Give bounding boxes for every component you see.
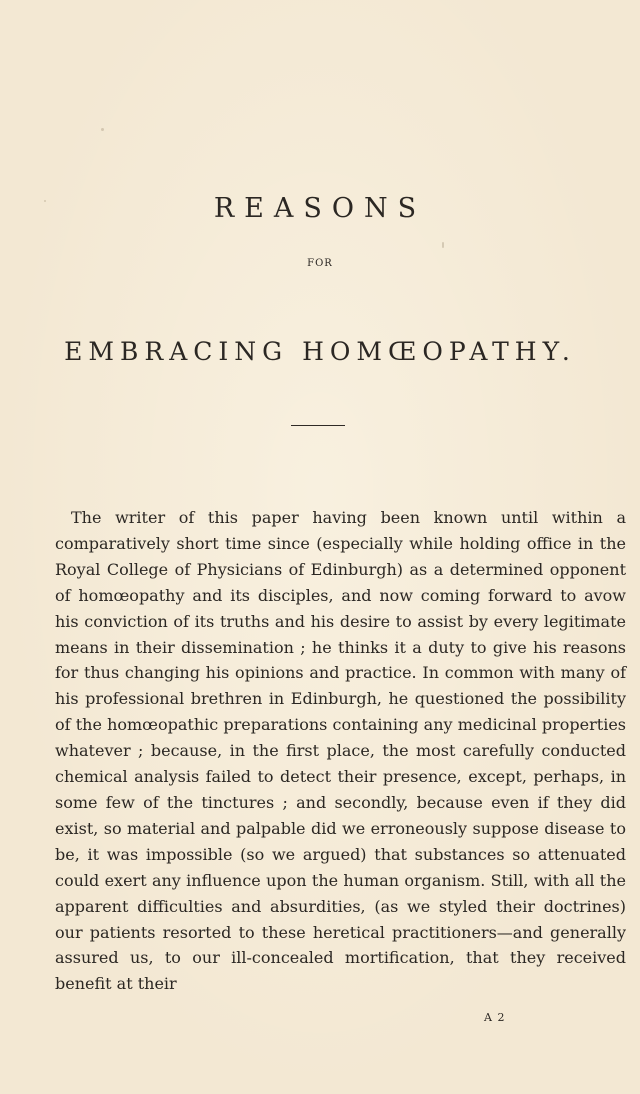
paper-speck (442, 242, 444, 248)
signature-mark: A 2 (484, 1011, 506, 1024)
body-text-block (55, 505, 626, 997)
body-paragraph: The writer of this paper having been known until within a comparatively short time since (especially while holding office in the Royal College of Physicians of Edinburgh) as a determined opponent of homœopathy and its disciples, and now coming forward to avow his conviction of its truths and his desire to assist by every legitimate means in their dissemination ; he thinks it a duty to give his reasons for thus changing his opinions and practice. In common with many of his professional brethren in Edinburgh, he questioned the possibility of the homœopathic preparations containing any medicinal properties whatever ; because, in the first place, the most carefully conducted chemical analysis failed to detect their presence, except, perhaps, in some few of the tinctures ; and secondly, because even if they did exist, so material and palpable did we erroneously suppose disease to be, it was impossible (so we argued) that substances so attenuated could exert any influence upon the human organism. Still, with all the apparent difficulties and absurdities, (as we styled their doctrines) our patients resorted to these heretical practitioners—and generally assured us, to our ill-concealed mortification, that they received benefit at their (55, 508, 626, 994)
title-embracing-homoeopathy: EMBRACING HOMŒOPATHY. (64, 336, 576, 366)
paper-speck (101, 128, 104, 131)
title-reasons: REASONS (213, 193, 427, 225)
title-divider-rule (291, 425, 345, 426)
title-for: FOR (307, 258, 333, 269)
